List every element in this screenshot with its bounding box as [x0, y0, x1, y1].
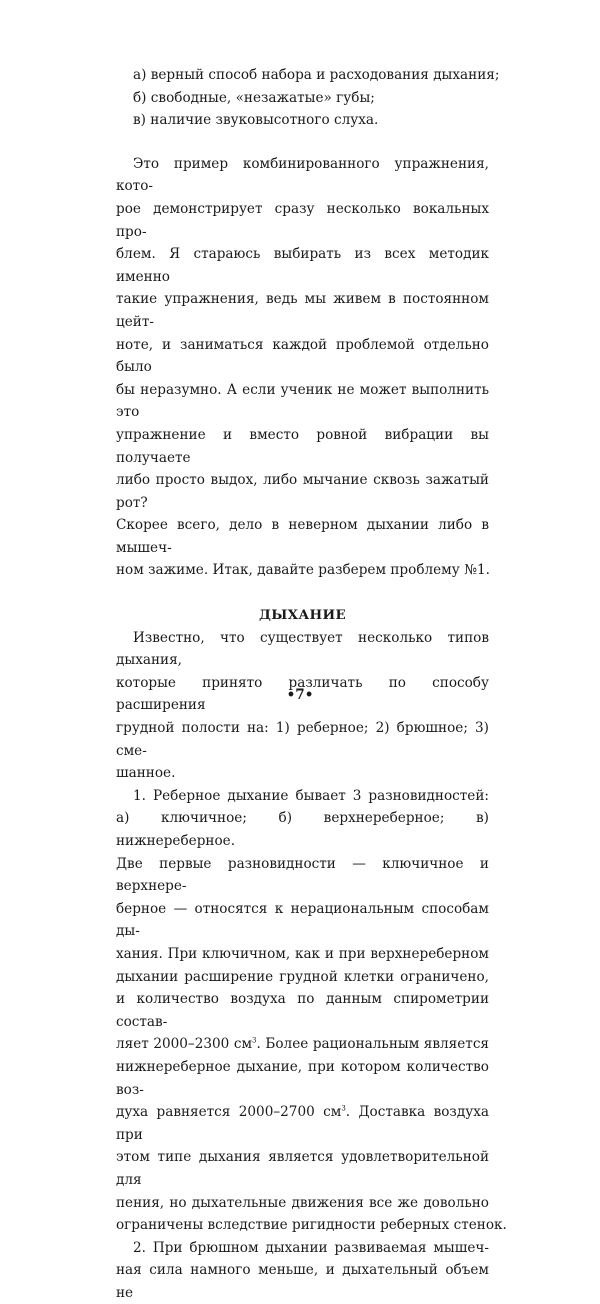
- text-line: хания. При ключичном, как и при верхнереберном: [116, 945, 489, 962]
- list-item: в) наличие звуковысотного слуха.: [133, 112, 379, 129]
- paragraph-abdominal-breathing: [116, 1237, 489, 1304]
- text-fragment: . Более рациональным является: [256, 1036, 490, 1053]
- text-line: рое демонстрирует сразу несколько вокальных про-: [116, 200, 489, 240]
- text-line: шанное.: [116, 765, 176, 782]
- text-line: ноте, и заниматься каждой проблемой отдельно было: [116, 336, 489, 376]
- text-line: и количество воздуха по данным спирометрии состав-: [116, 991, 489, 1030]
- text-line: а) ключичное; б) верхнереберное; в) нижнереберное.: [116, 810, 489, 849]
- text-fragment: духа равняется 2000–2700 см: [116, 1104, 342, 1121]
- page-body: [116, 64, 507, 1304]
- paragraph-exercise: [116, 153, 489, 582]
- text-line: блем. Я стараюсь выбирать из всех методик именно: [116, 246, 489, 285]
- text-line: Скорее всего, дело в неверном дыхании либо в мышеч-: [116, 517, 489, 556]
- text-line: нижнереберное дыхание, при котором количество воз-: [116, 1058, 489, 1098]
- text-line: [116, 1033, 489, 1056]
- text-line: берное — относятся к нерациональным способам ды-: [116, 900, 489, 940]
- list-block: [116, 64, 500, 132]
- text-line: упражнение и вместо ровной вибрации вы получаете: [116, 426, 489, 466]
- superscript: 3: [252, 1036, 257, 1045]
- text-line: ная сила намного меньше, и дыхательный объем не: [116, 1262, 489, 1301]
- text-line: 2. При брюшном дыхании развиваемая мышеч-: [133, 1239, 489, 1256]
- page-number: •7•: [286, 687, 314, 703]
- text-line: такие упражнения, ведь мы живем в постоянном цейт-: [116, 291, 489, 330]
- text-line: ограничены вследствие ригидности реберных стенок.: [116, 1217, 507, 1234]
- text-line: которые принято различать по способу расширения: [116, 674, 489, 714]
- list-item: а) верный способ набора и расходования дыхания;: [133, 67, 500, 83]
- paragraph-types: [116, 627, 489, 785]
- list-item: б) свободные, «незажатые» губы;: [133, 89, 375, 106]
- text-line: бы неразумно. А если ученик не может выполнить это: [116, 381, 489, 421]
- text-line: Это пример комбинированного упражнения, кото-: [116, 155, 489, 195]
- text-line: [116, 1101, 489, 1146]
- text-line: либо просто выдох, либо мычание сквозь зажатый рот?: [116, 472, 489, 511]
- text-line: ном зажиме. Итак, давайте разберем проблему №1.: [116, 562, 490, 579]
- paragraph-rib-breathing: [116, 785, 507, 1237]
- text-fragment: . Доставка воздуха при: [116, 1104, 489, 1143]
- text-line: пения, но дыхательные движения все же довольно: [116, 1194, 489, 1211]
- text-fragment: ляет 2000–2300 см: [116, 1036, 253, 1053]
- text-line: грудной полости на: 1) реберное; 2) брюшное; 3) сме-: [116, 720, 489, 759]
- text-line: дыхании расширение грудной клетки ограничено,: [116, 968, 489, 985]
- text-line: этом типе дыхания является удовлетворительной для: [116, 1149, 489, 1188]
- text-line: Две первые разновидности — ключичное и верхнере-: [116, 855, 489, 895]
- text-line: 1. Реберное дыхание бывает 3 разновидностей:: [133, 787, 489, 804]
- superscript: 3: [341, 1104, 346, 1113]
- text-line: Известно, что существует несколько типов дыхания,: [116, 629, 489, 669]
- section-heading: ДЫХАНИЕ: [259, 607, 346, 624]
